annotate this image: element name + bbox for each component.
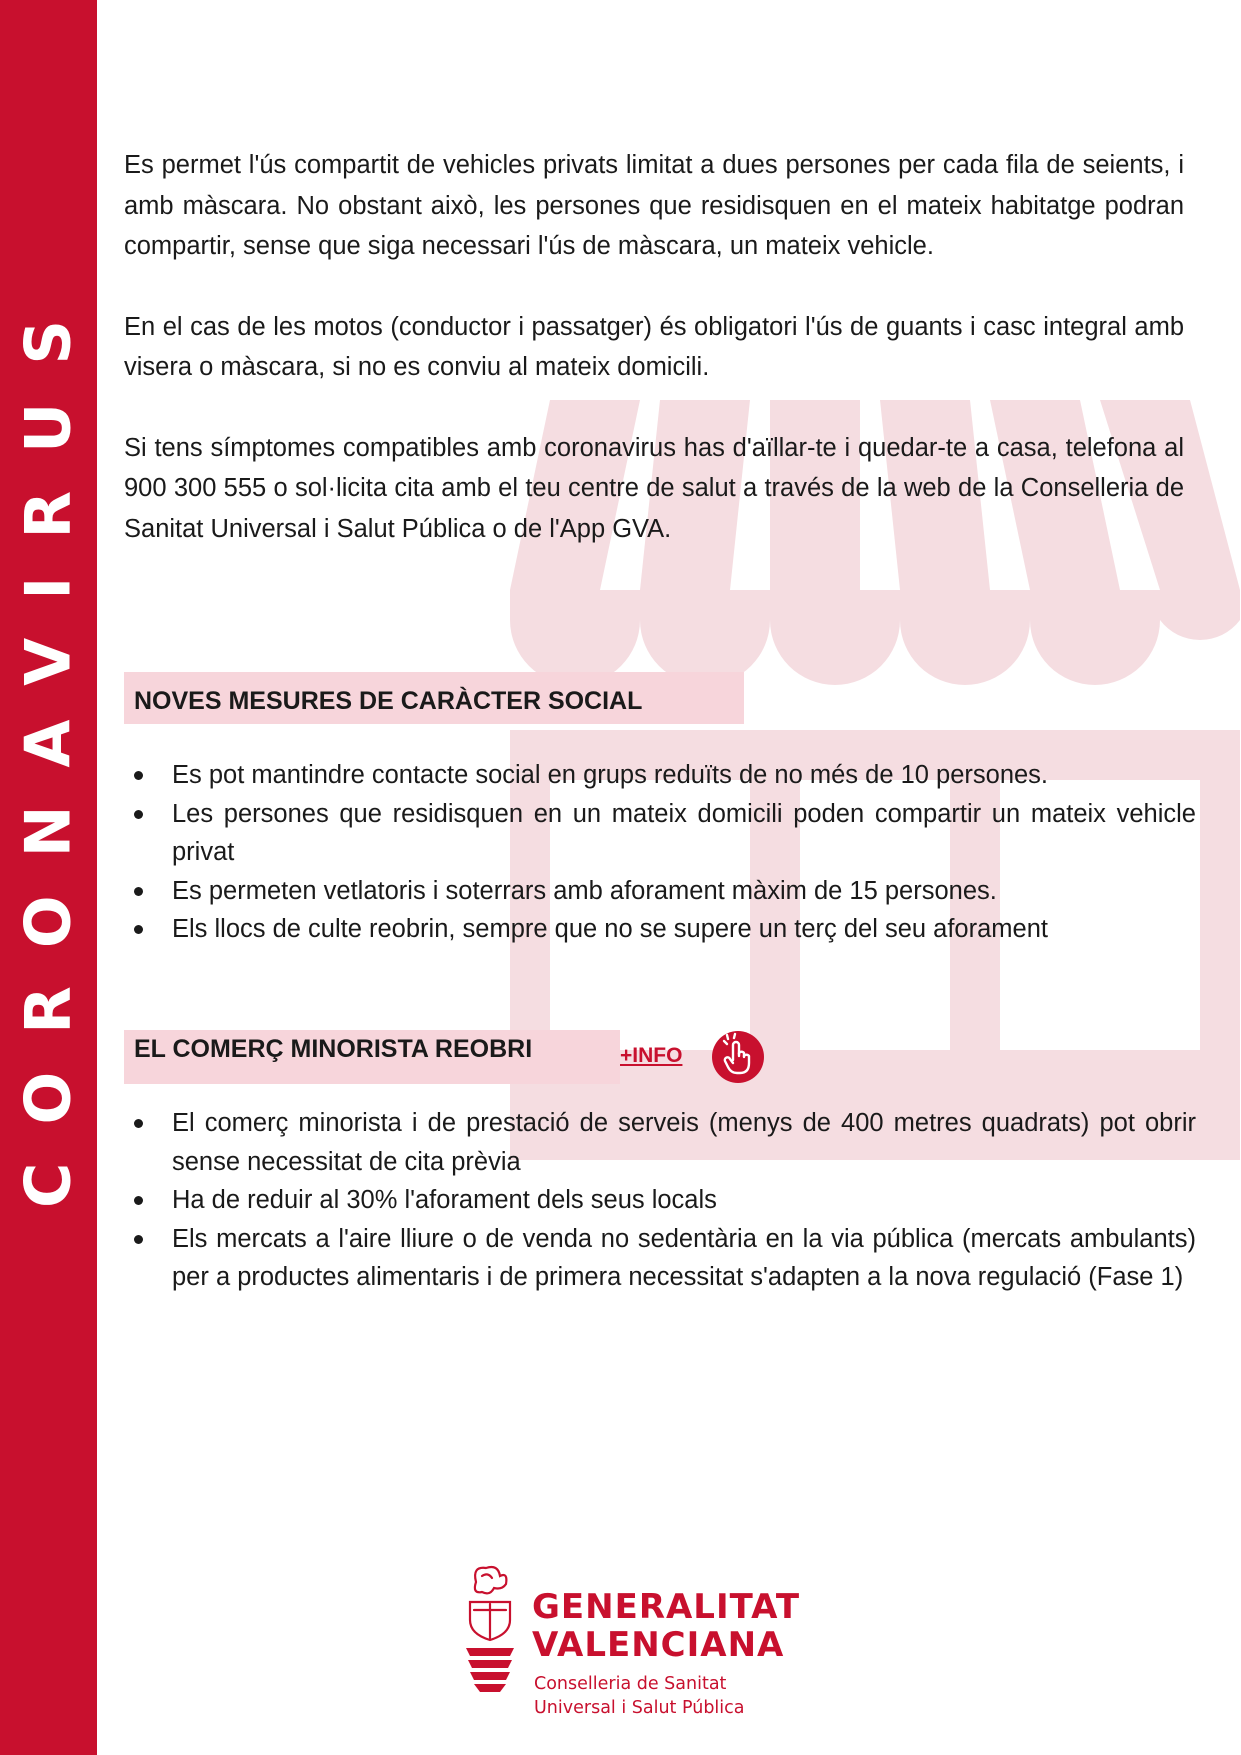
list-item: Les persones que residisquen en un mateix domicili poden compartir un mateix vehicle privat bbox=[124, 795, 1196, 872]
department-line: Conselleria de Sanitat bbox=[534, 1674, 727, 1694]
coat-of-arms-icon bbox=[462, 1562, 518, 1698]
org-name-line: VALENCIANA bbox=[532, 1625, 785, 1665]
social-measures-list bbox=[124, 756, 1196, 949]
commerce-measures-list bbox=[124, 1104, 1196, 1297]
org-name-line: GENERALITAT bbox=[532, 1587, 801, 1627]
list-item: El comerç minorista i de prestació de serveis (menys de 400 metres quadrats) pot obrir sense necessitat de cita prèvia bbox=[124, 1104, 1196, 1181]
department-line: Universal i Salut Pública bbox=[534, 1698, 745, 1718]
hand-pointer-icon[interactable] bbox=[711, 1030, 765, 1084]
list-item: Es pot mantindre contacte social en grups reduïts de no més de 10 persones. bbox=[124, 756, 1196, 795]
list-item: Els mercats a l'aire lliure o de venda no sedentària en la via pública (mercats ambulants) per a productes alimentaris i de primera necessitat s'adapten a la nova regulació (Fase 1) bbox=[124, 1220, 1196, 1297]
list-item: Es permeten vetlatoris i soterrars amb aforament màxim de 15 persones. bbox=[124, 872, 1196, 911]
intro-paragraph: En el cas de les motos (conductor i passatger) és obligatori l'ús de guants i casc integral amb visera o màscara, si no es conviu al mateix domicili. bbox=[124, 312, 1184, 381]
more-info-link[interactable]: +INFO bbox=[620, 1044, 683, 1067]
sidebar bbox=[0, 0, 97, 1755]
intro-paragraph: Si tens símptomes compatibles amb coronavirus has d'aïllar-te i quedar-te a casa, telefona al 900 300 555 o sol·licita cita amb el teu centre de salut a través de la web de la Conselleria de Sanitat Universal i Salut Pública o de l'App GVA. bbox=[124, 433, 1184, 543]
sidebar-title: CORONAVIRUS bbox=[11, 281, 85, 1209]
department-name bbox=[534, 1672, 745, 1720]
section-heading-social: NOVES MESURES DE CARÀCTER SOCIAL bbox=[124, 672, 744, 724]
list-item: Ha de reduir al 30% l'aforament dels seus locals bbox=[124, 1181, 1196, 1220]
section-heading-commerce: EL COMERÇ MINORISTA REOBRI bbox=[124, 1030, 620, 1084]
logo-wordmark bbox=[532, 1588, 800, 1664]
intro-paragraph: Es permet l'ús compartit de vehicles privats limitat a dues persones per cada fila de seients, i amb màscara. No obstant això, les persones que residisquen en el mateix habitatge podran compartir, sense que siga necessari l'ús de màscara, un mateix vehicle. bbox=[124, 151, 1184, 260]
list-item: Els llocs de culte reobrin, sempre que no se supere un terç del seu aforament bbox=[124, 910, 1196, 949]
intro-text bbox=[124, 145, 1184, 549]
